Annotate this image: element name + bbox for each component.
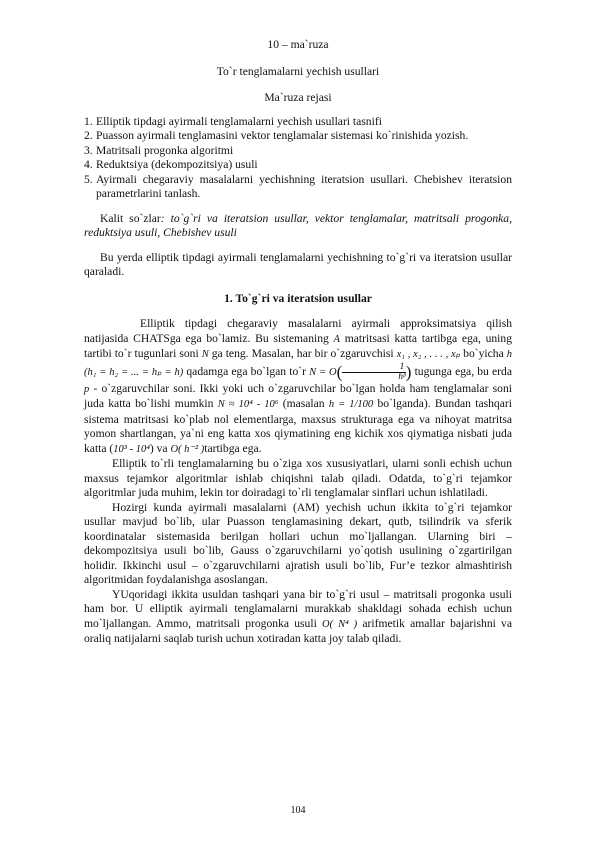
math-condition-range: 10³ - 10⁴ (113, 443, 150, 455)
text-run: tartibga ega. (204, 441, 262, 455)
plan-item (84, 129, 512, 144)
paragraph-4 (84, 588, 512, 647)
intro-paragraph: Bu yerda elliptik tipdagi ayirmali tenglamalarni yechishning to`g`ri va iteratsion usullar qaraladi. (84, 250, 512, 278)
plan-item-number: 2. (84, 129, 93, 142)
plan-item (84, 173, 512, 202)
text-run: Elliptik tipdagi chegaraviy masalalarni ayirmali approksimatsiya qilish natijasida CHATSga ega bo`lamiz. Bu sistemaning (84, 317, 512, 345)
paren-open: ( (336, 361, 343, 381)
plan-item-text: Matritsali progonka algoritmi (96, 143, 234, 157)
text-run: - o`zgaruvchilar soni. Ikki yoki uch o`zgaruvchilar bo`lgan holda ham tenglamalar soni juda katta bo`lishi mumkin (84, 381, 512, 410)
plan-item (84, 115, 512, 130)
keywords (84, 212, 512, 241)
math-N: N (201, 349, 209, 360)
math-step-equality: (h₁ = h₂ = ... = hₚ = h) (84, 366, 184, 378)
text-run: YUqoridagi ikkita usuldan tashqari yana bir to`g`ri usul – matritsali progonka usuli ham bor. U elliptik ayirmali tenglamalarni murakkab shakldagi sohada echish uchun mo`ljallangan. Ammo, matritsali progonka usuli (84, 587, 512, 630)
plan-item-number: 4. (84, 158, 93, 171)
keywords-label: Kalit so`zlar (100, 211, 161, 225)
text-run: (masalan (282, 397, 325, 410)
plan-item-text: Reduktsiya (dekompozitsiya) usuli (96, 158, 258, 171)
plan-item (84, 158, 512, 173)
text-run: qadamga ega bo`lgan to`r (186, 364, 306, 378)
plan-list (84, 115, 512, 202)
plan-item-number: 3. (84, 143, 93, 157)
keywords-text: : to`g`ri va iteratsion usullar, vektor tenglamalar, matritsali progonka, reduktsiya usuli, Chebishev usuli (84, 211, 513, 239)
math-N-order: N = O (309, 366, 337, 378)
math-A: A (333, 333, 340, 345)
text-run: tugunga ega, bu erda (414, 364, 512, 378)
lecture-title: To`r tenglamalarni yechish usullari (216, 64, 380, 78)
plan-item-number: 1. (84, 114, 93, 128)
math-variables: x₁ , x₂ , . . . , xₚ (396, 349, 461, 360)
section-heading: 1. To`g`ri va iteratsion usullar (224, 291, 372, 305)
math-O-h: O( h⁻² ) (170, 443, 205, 455)
text-run: matritsasi katta tartibga ega, uning tartibi to`r tugunlari soni (84, 331, 513, 360)
plan-item-text: Elliptik tipdagi ayirmali tenglamalarni yechish usullari tasnifi (96, 114, 382, 128)
page-number: 104 (290, 805, 306, 816)
math-N-range: N ≈ 10⁴ - 10⁶ (217, 399, 279, 410)
fraction-numerator: 1 (342, 363, 405, 373)
math-fraction (342, 363, 405, 382)
paragraph-2: Elliptik to`rli tenglamalarning bu o`ziga xos xususiyatlari, ularni sonli echish uchun maxsus tejamkor algoritmlar ishlab chiqishni talab qiladi. Odatda, to`g`ri tejamkor algoritmlar juda muhim, lekin tor doiradagi to`rli tenglamalar sinflari uchun ishlatiladi. (84, 457, 512, 499)
fraction-denominator: hᵖ (398, 371, 406, 382)
paragraph-1 (84, 317, 512, 457)
text-run: bo`lganda). Bundan tashqari sistema matritsasi ko`plab nol elementlarga, maxsus strukturaga ega va nihoyat matritsa yomon shartlangan, ya`ni eng katta xos qiymatining eng kichik xos qiymatiga nisbati juda katta ( (84, 397, 512, 455)
lecture-number: 10 – ma`ruza (267, 38, 329, 51)
text-run: bo`yicha (463, 347, 504, 360)
text-run: arifmetik amallar bajarishni va oraliq natijalarni saqlab turish uchun xotiradan katta joy talab qiladi. (84, 616, 513, 645)
text-run: ) va (149, 441, 168, 455)
math-h-value: h = 1/100 (328, 399, 374, 410)
math-O-N4: O( N⁴ ) (322, 618, 358, 630)
plan-item (84, 144, 512, 159)
document-page (84, 38, 512, 647)
plan-item-number: 5. (84, 172, 93, 186)
plan-heading: Ma`ruza rejasi (264, 91, 332, 104)
plan-item-text: Puasson ayirmali tenglamasini vektor tenglamalar sistemasi ko`rinishida yozish. (96, 129, 469, 142)
math-h: h (506, 349, 513, 360)
text-run: ga teng. Masalan, har bir o`zgaruvchisi (211, 347, 394, 360)
paren-close: ) (405, 361, 412, 381)
plan-item-text: Ayirmali chegaraviy masalalarni yechishning iteratsion usullari. Chebishev iteratsion parametrlarini tanlash. (96, 172, 512, 200)
math-p: p (84, 383, 90, 395)
paragraph-3: Hozirgi kunda ayirmali masalalarni (AM) yechish uchun ikkita to`g`ri tejamkor usullar mavjud bo`lib, ular Puasson tenglamasining dekart, qutb, tsilindrik va sferik koordinatalar sistemasida berilgan hollari uchun mo`ljallangan. Ularning biri – dekompozitsiya usuli bo`lib, Gauss o`zgaruvchilarni yo`qotish usulining o`zgartirilgan holidir. Ikkinchi usul – o`zgaruvchilarni ajratish usuli bo`lib, Fur’e tezkor almashtirish algoritmidan foydalanishga asoslangan. (84, 500, 512, 586)
